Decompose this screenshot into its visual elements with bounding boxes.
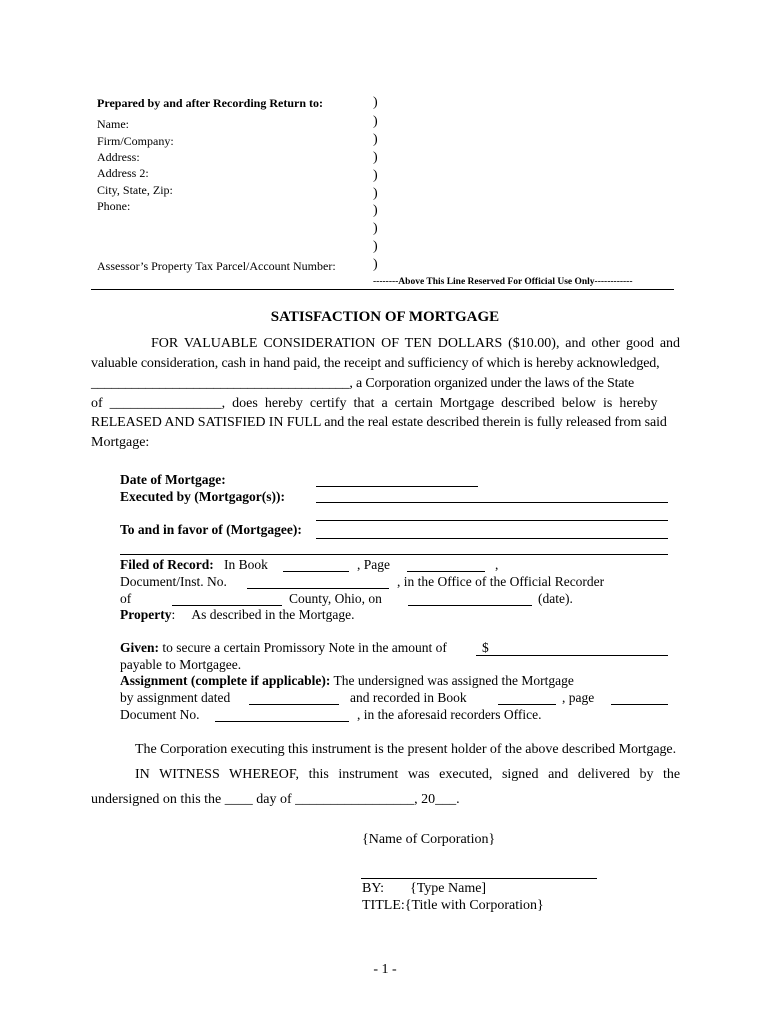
parcel-label: Assessor’s Property Tax Parcel/Account Number: xyxy=(97,259,336,273)
in-book-label: In Book xyxy=(224,557,268,572)
payable-text: payable to Mortgagee. xyxy=(120,657,242,672)
given-label: Given: xyxy=(120,640,159,655)
assignment-date-line[interactable] xyxy=(249,704,339,705)
assignment-text: The undersigned was assigned the Mortgage xyxy=(333,673,574,688)
mortgagee-line[interactable] xyxy=(316,538,668,539)
property-value: : As described in the Mortgage. xyxy=(171,607,355,622)
paren: ) xyxy=(373,132,378,147)
intro-line-2: valuable consideration, cash in hand paid, the receipt and sufficiency of which is hereby acknowledged, xyxy=(91,356,660,371)
address-label: Address: xyxy=(97,150,140,164)
amount-line[interactable] xyxy=(476,655,668,656)
recorded-in-book-label: and recorded in Book xyxy=(350,690,467,705)
aforesaid-text: , in the aforesaid recorders Office. xyxy=(357,707,542,722)
by-value: {Type Name] xyxy=(410,881,487,896)
intro-line-6: Mortgage: xyxy=(91,435,150,450)
of-label: of xyxy=(120,591,132,606)
paren: ) xyxy=(373,239,378,254)
book-line[interactable] xyxy=(283,571,349,572)
paren: ) xyxy=(373,150,378,165)
page-label-2: , page xyxy=(562,690,595,705)
by-label: BY: xyxy=(362,881,385,896)
assignment-page-line[interactable] xyxy=(611,704,668,705)
mortgagor-line[interactable] xyxy=(316,502,668,503)
title-label: TITLE: xyxy=(362,898,405,913)
page-comma: , xyxy=(495,557,499,572)
document-no-line[interactable] xyxy=(215,721,349,722)
prepared-by-heading: Prepared by and after Recording Return to: xyxy=(97,96,323,110)
page-line[interactable] xyxy=(407,571,485,572)
page-label: , Page xyxy=(357,557,390,572)
paren: ) xyxy=(373,257,378,272)
mortgagor-line-2[interactable] xyxy=(316,520,668,521)
given-text: to secure a certain Promissory Note in the amount of xyxy=(162,640,447,655)
in-favor-of-label: To and in favor of (Mortgagee): xyxy=(120,522,302,537)
assignment-book-line[interactable] xyxy=(498,704,556,705)
executed-by-label: Executed by (Mortgagor(s)): xyxy=(120,489,285,504)
document-title: SATISFACTION OF MORTGAGE xyxy=(270,309,500,325)
date-of-mortgage-line[interactable] xyxy=(316,486,478,487)
phone-label: Phone: xyxy=(97,199,131,213)
recorded-date-line[interactable] xyxy=(408,605,532,606)
assignment-row xyxy=(120,673,574,689)
firm-label: Firm/Company: xyxy=(97,134,174,148)
intro-line-1: FOR VALUABLE CONSIDERATION OF TEN DOLLARS ($10.00), and other good and xyxy=(151,336,681,351)
intro-line-5: RELEASED AND SATISFIED IN FULL and the real estate described therein is fully released from said xyxy=(91,415,667,430)
header-divider xyxy=(91,289,674,290)
address2-label: Address 2: xyxy=(97,166,149,180)
paren: ) xyxy=(373,203,378,218)
paren: ) xyxy=(373,95,378,110)
property-label: Property xyxy=(120,607,172,622)
witness-line-1: IN WITNESS WHEREOF, this instrument was executed, signed and delivered by the xyxy=(135,767,681,782)
filed-of-record-label: Filed of Record: xyxy=(120,557,214,572)
mortgagee-line-2[interactable] xyxy=(120,554,668,555)
intro-line-3: ______________________________________, a Corporation organized under the laws of the State xyxy=(91,376,635,391)
paren: ) xyxy=(373,168,378,183)
official-use-note: --------Above This Line Reserved For Official Use Only------------ xyxy=(373,277,633,287)
signature-line[interactable] xyxy=(361,878,597,879)
by-assignment-label: by assignment dated xyxy=(120,690,231,705)
dollar-sign: $ xyxy=(482,640,489,655)
given-row xyxy=(120,640,447,656)
paren: ) xyxy=(373,221,378,236)
title-row xyxy=(362,898,544,914)
city-state-zip-label: City, State, Zip: xyxy=(97,183,173,197)
paren: ) xyxy=(373,114,378,129)
paren: ) xyxy=(373,186,378,201)
name-label: Name: xyxy=(97,117,129,131)
property-row xyxy=(120,607,354,623)
corporation-name: {Name of Corporation} xyxy=(362,832,496,847)
holder-statement: The Corporation executing this instrument is the present holder of the above described Mortgage. xyxy=(135,742,677,757)
assignment-label: Assignment (complete if applicable): xyxy=(120,673,331,688)
intro-line-4: of ________________, does hereby certify that a certain Mortgage described below is hereby xyxy=(91,396,658,411)
county-line[interactable] xyxy=(172,605,282,606)
doc-inst-label: Document/Inst. No. xyxy=(120,574,227,589)
page-number: - 1 - xyxy=(373,962,397,977)
county-text: County, Ohio, on xyxy=(289,591,382,606)
office-text: , in the Office of the Official Recorder xyxy=(397,574,605,589)
witness-line-2: undersigned on this the ____ day of _________________, 20___. xyxy=(91,792,460,807)
date-text: (date). xyxy=(538,591,573,606)
date-of-mortgage-label: Date of Mortgage: xyxy=(120,472,226,487)
title-value: {Title with Corporation} xyxy=(404,898,544,913)
document-no-label: Document No. xyxy=(120,707,200,722)
doc-inst-line[interactable] xyxy=(247,588,389,589)
